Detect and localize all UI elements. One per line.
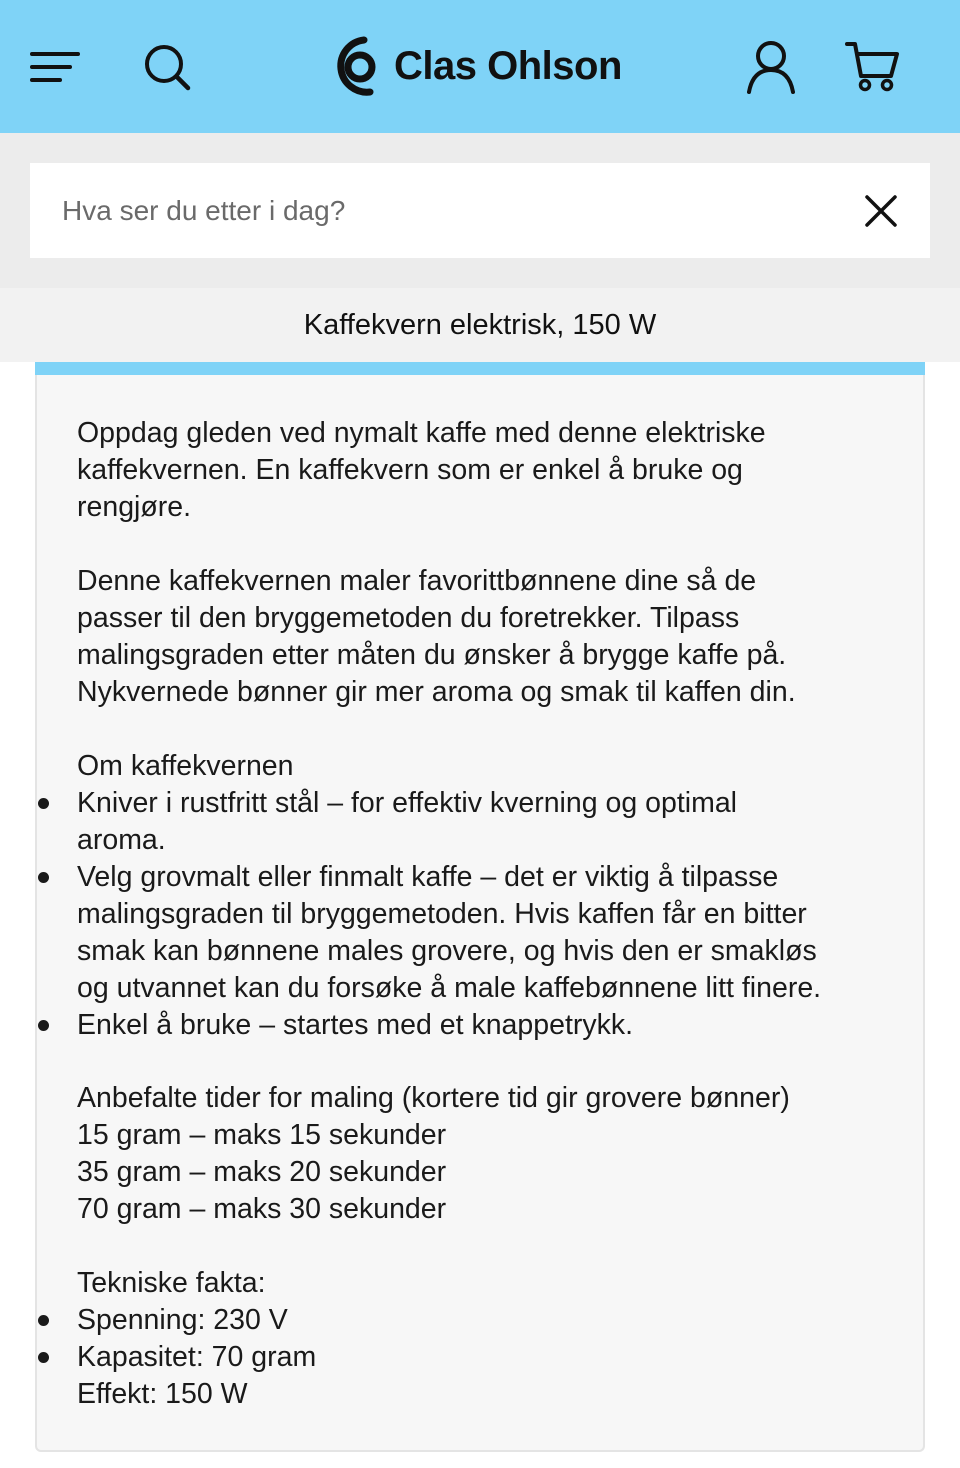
about-bullet-line: Enkel å bruke – startes med et knappetrykk. [77,1009,634,1041]
about-bullet-line: smak kan bønnene males grovere, og hvis den er smakløs [77,935,817,967]
brand-name: Clas Ohlson [394,44,622,88]
tech-bullet-line: Kapasitet: 70 gram [77,1341,317,1373]
grind-time-line: 35 gram – maks 20 sekunder [77,1156,447,1188]
description-line: Denne kaffekvernen maler favorittbønnene dine så de [77,565,757,597]
bullet-dot [38,798,49,809]
description-line: Oppdag gleden ved nymalt kaffe med denne elektriske [77,417,766,449]
about-bullet-line: Velg grovmalt eller finmalt kaffe – det er viktig å tilpasse [77,861,779,893]
search-area [0,133,960,288]
description-line: rengjøre. [77,491,192,523]
cart-icon[interactable] [845,40,900,92]
product-title-bar [0,288,960,362]
account-icon[interactable] [745,40,797,95]
description-line: passer til den bryggemetoden du foretrekker. Tilpass [77,602,740,634]
about-bullet-line: malingsgraden til bryggemetoden. Hvis kaffen får en bitter [77,898,807,930]
search-box [30,163,930,258]
about-bullet-line: og utvannet kan du forsøke å male kaffebønnene litt finere. [77,972,822,1004]
bullet-dot [38,1352,49,1363]
tech-fact-line: Effekt: 150 W [77,1378,248,1410]
search-icon[interactable] [143,42,191,92]
about-bullet-line: Kniver i rustfritt stål – for effektiv kverning og optimal [77,787,737,819]
menu-icon[interactable] [30,46,80,86]
bullet-dot [38,872,49,883]
bullet-dot [38,1020,49,1031]
description-line: malingsgraden etter måten du ønsker å brygge kaffe på. [77,639,787,671]
grind-heading: Anbefalte tider for maling (kortere tid gir grovere bønner) [77,1082,790,1114]
bullet-dot [38,1315,49,1326]
site-header [0,0,960,133]
logo-mark-icon [330,34,382,98]
description-line: Nykvernede bønner gir mer aroma og smak til kaffen din. [77,676,796,708]
grind-time-line: 70 gram – maks 30 sekunder [77,1193,447,1225]
product-title: Kaffekvern elektrisk, 150 W [303,309,657,341]
brand-logo[interactable] [330,34,640,98]
search-input[interactable] [30,163,850,258]
description-line: kaffekvernen. En kaffekvern som er enkel å bruke og [77,454,743,486]
grind-time-line: 15 gram – maks 15 sekunder [77,1119,447,1151]
panel-accent-bar [35,362,925,375]
tech-bullet-line: Spenning: 230 V [77,1304,288,1336]
tech-heading: Tekniske fakta: [77,1267,266,1299]
about-bullet-line: aroma. [77,824,166,856]
about-heading: Om kaffekvernen [77,750,294,782]
close-icon[interactable] [864,194,898,228]
